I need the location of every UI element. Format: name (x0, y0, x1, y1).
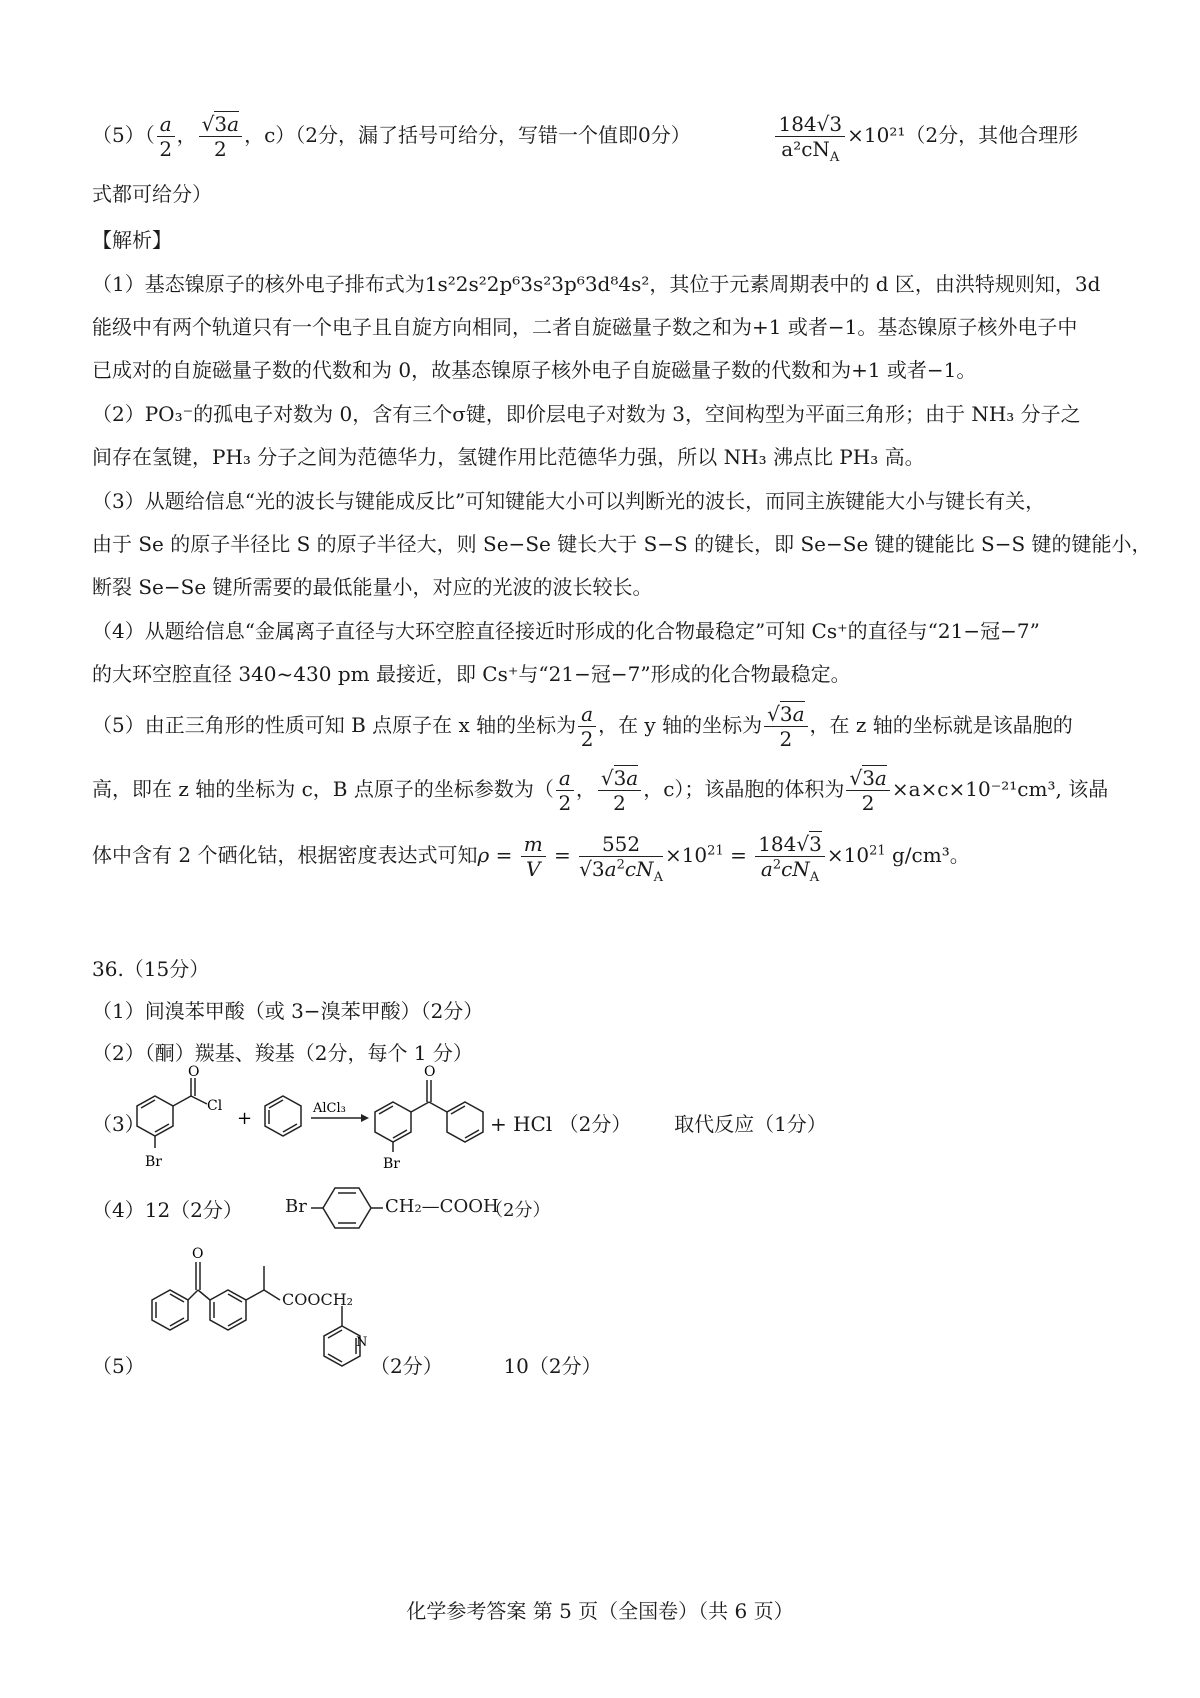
part-label: （5） (92, 123, 145, 147)
fraction-sqrt3a-over-2: $\frac{√3a}{2}$ (764, 702, 807, 751)
fraction-sqrt3a-over-2: $\frac{√3a}{2}$ (199, 112, 242, 161)
fraction-a-over-2: $\frac{a}{2}$ (157, 112, 175, 161)
analysis-p2-l1: （2）PO₃⁻的孤电子对数为 0，含有三个σ键，即价层电子对数为 3，空间构型为平面三角形；由于 NH₃ 分子之 (92, 402, 1081, 426)
svg-text:N: N (356, 1335, 368, 1350)
svg-text:Br: Br (383, 1156, 400, 1172)
fraction-m-over-V: $\frac{m}{V}$ (521, 832, 546, 881)
fraction-a-over-2: $\frac{a}{2}$ (578, 702, 596, 751)
svg-text:O: O (424, 1064, 436, 1080)
p5-text-b: ，在 y 轴的坐标为 (598, 713, 763, 737)
fraction-184sqrt3: $\frac{184√3}{a^2cN_A}$ (755, 832, 825, 881)
page-footer: 化学参考答案 第 5 页（全国卷）（共 6 页） (406, 1599, 794, 1623)
p5-text-h: g/cm³。 (891, 843, 970, 867)
reaction-type: 取代反应（1分） (674, 1112, 827, 1136)
product-hcl: + HCl (490, 1112, 553, 1136)
reagent-label: AlCl₃ (313, 1101, 346, 1116)
score: （2分） (485, 1200, 551, 1221)
analysis-p5-l1 (92, 702, 1120, 751)
q36-answer-1: （1）间溴苯甲酸（或 3−溴苯甲酸）（2分） (92, 999, 484, 1023)
coord-tail: ，c） (244, 123, 296, 147)
para-phenylene (311, 1180, 383, 1236)
q36-title: 36.（15分） (92, 957, 210, 981)
analysis-p1-l3: 已成对的自旋磁量子数的代数和为 0，故基态镍原子核外电子自旋磁量子数的代数和为+1 或者−1。 (92, 358, 977, 382)
density-multiplier: ×10²¹ (847, 123, 906, 147)
p5-text-g: 体中含有 2 个硒化钴，根据密度表达式可知 (92, 843, 478, 867)
reactant-acyl-chloride (137, 1078, 207, 1148)
analysis-p3-l2: 由于 Se 的原子半径比 S 的原子半径大，则 Se−Se 键长大于 S−S 的键长，即 Se−Se 键的键能比 S−S 键的键能小， (92, 532, 1152, 556)
benzene (265, 1096, 301, 1136)
analysis-p4-l2: 的大环空腔直径 340~430 pm 最接近，即 Cs⁺与“21−冠−7”形成的化合物最稳定。 (92, 662, 851, 686)
ester-group-label: COOCH₂ (282, 1290, 354, 1309)
p5-text-c: ，在 z 轴的坐标就是该晶胞的 (809, 713, 1073, 737)
paren-open: （ (144, 123, 155, 147)
scoring-note: （2分，漏了括号可给分，写错一个值即0分） (295, 123, 691, 147)
formula-ch2cooh: CH₂—COOH (385, 1196, 499, 1217)
density-fraction: $\frac{184√3}{a^2cN_A}$ (775, 112, 845, 161)
q36-answer-3-label: （3） (92, 1112, 145, 1136)
analysis-p4-l1: （4）从题给信息“金属离子直径与大环空腔直径接近时形成的化合物最稳定”可知 Cs⁺的直径与“21−冠−7” (92, 619, 1040, 643)
svg-text:O: O (188, 1064, 200, 1080)
q36-answer-2: （2）（酮）羰基、羧基（2分，每个 1 分） (92, 1041, 473, 1065)
q35-part5-answer: （5）（ $\frac{a}{2}$ ， $\frac{√3a}{2}$ ，c）（2分，漏了括号可给分，写错一个值即0分） $\frac{184√3}{a^2cN_A}$ ×10²¹（2分，其他合理形 (92, 112, 1079, 165)
svg-text:Cl: Cl (207, 1098, 223, 1114)
product-ketone (375, 1080, 483, 1152)
p5-text-e: ，c）；该晶胞的体积为 (643, 777, 845, 801)
analysis-header: 【解析】 (92, 228, 172, 252)
analysis-p3-l3: 断裂 Se−Se 键所需要的最低能量小，对应的光波的波长较长。 (92, 575, 653, 599)
p5-text-a: （5）由正三角形的性质可知 B 点原子在 x 轴的坐标为 (92, 713, 577, 737)
bromophenylacetic-acid (285, 1180, 605, 1236)
analysis-p5-l3: 体中含有 2 个硒化钴，根据密度表达式可知ρ = $\frac{m}{V}$ = $\frac{552}{√3a^2cN_A}$ $\times 10^{21}$ = $\frac{184√3}{a^2cN_A}$ $\times 10^{21}$ g/cm³。 (92, 832, 970, 885)
p5-text-f: ×a×c×10⁻²¹cm³, 该晶 (891, 777, 1109, 801)
analysis-p1-l1: （1）基态镍原子的核外电子排布式为1s²2s²2p⁶3s²3p⁶3d⁸4s²，其位于元素周期表中的 d 区，由洪特规则知，3d (92, 272, 1101, 296)
fraction-sqrt3a-over-2: $\frac{√3a}{2}$ (598, 766, 641, 815)
scoring-note-2: （2分，其他合理形 (905, 123, 1079, 147)
isomer-count: 10（2分） (503, 1354, 602, 1378)
analysis-p2-l2: 间存在氢键，PH₃ 分子之间为范德华力，氢键作用比范德华力强，所以 NH₃ 沸点比 PH₃ 高。 (92, 445, 925, 469)
analysis-p3-l1: （3）从题给信息“光的波长与键能成反比”可知键能大小可以判断光的波长，而同主族键能大小与键长有关， (92, 489, 1046, 513)
q36-answer-4-label: （4）12（2分） (92, 1198, 243, 1222)
fraction-a-over-2: $\frac{a}{2}$ (556, 766, 574, 815)
fraction-sqrt3a-over-2: $\frac{√3a}{2}$ (846, 766, 889, 815)
q36-answer-3-rest (490, 1110, 1120, 1138)
analysis-p1-l2: 能级中有两个轨道只有一个电子且自旋方向相同，二者自旋磁量子数之和为+1 或者−1。基态镍原子核外电子中 (92, 315, 1078, 339)
svg-text:+: + (237, 1108, 253, 1129)
q36-answer-5-rest (370, 1352, 1120, 1380)
score: （2分） (370, 1354, 443, 1378)
svg-text:O: O (192, 1246, 204, 1262)
analysis-p5-l2: 高，即在 z 轴的坐标为 c，B 点原子的坐标参数为（ $\frac{a}{2}$ ， $\frac{√3a}{2}$ ，c）；该晶胞的体积为 $\frac{√3a}{2}$ ×a×c×10⁻²¹cm³, 该晶 (92, 766, 1109, 815)
fraction-552: $\frac{552}{√3a^2cN_A}$ (579, 832, 663, 885)
formula-br: Br (285, 1196, 307, 1217)
scoring-note-cont: 式都可给分） (92, 182, 212, 206)
q36-answer-5-label: （5） (92, 1354, 145, 1378)
p5-text-d: 高，即在 z 轴的坐标为 c，B 点原子的坐标参数为（ (92, 777, 554, 801)
svg-text:Br: Br (145, 1154, 162, 1170)
score: （2分） (558, 1112, 632, 1136)
reaction-scheme (125, 1062, 545, 1172)
